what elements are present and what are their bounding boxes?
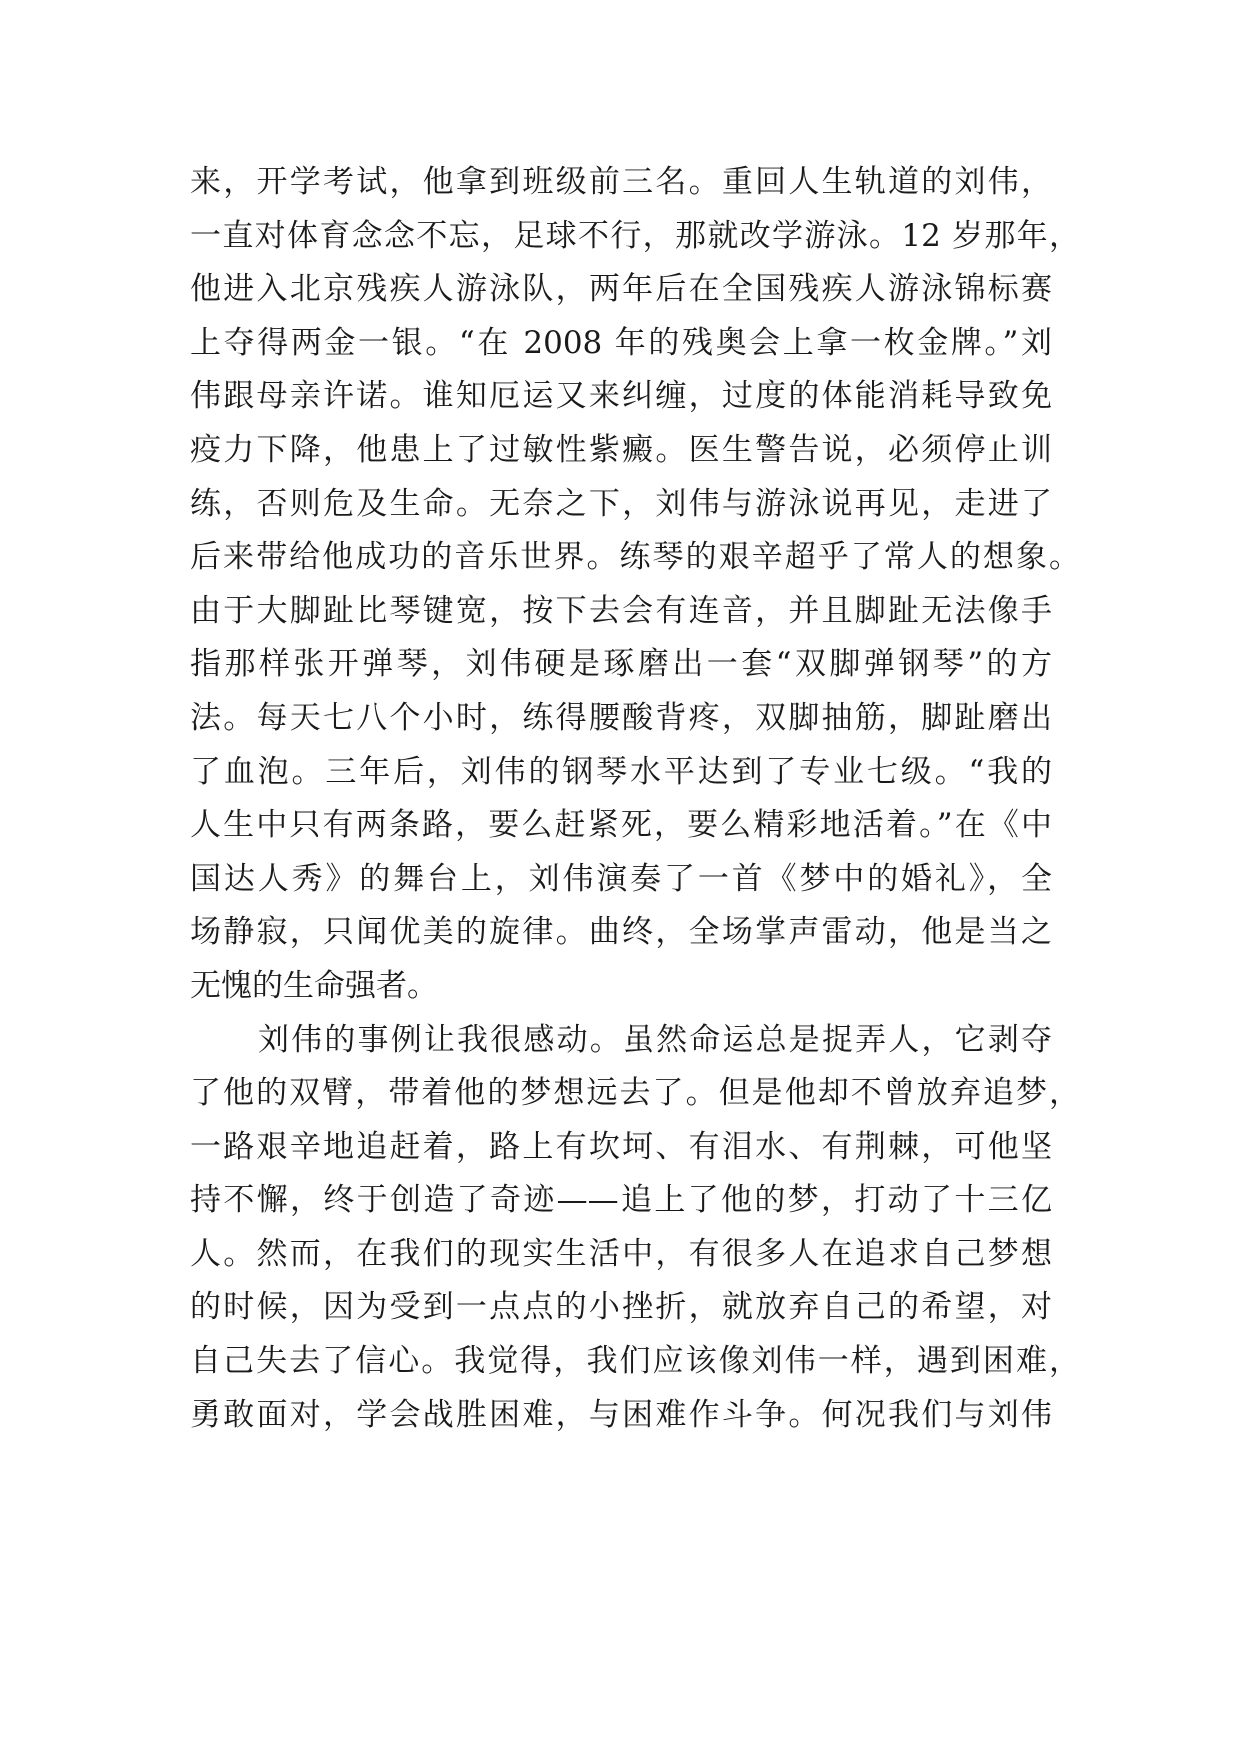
text-line: 由于大脚趾比琴键宽，按下去会有连音，并且脚趾无法像手 bbox=[190, 592, 1052, 629]
text-line: 疫力下降，他患上了过敏性紫癜。医生警告说，必须停止训 bbox=[190, 431, 1052, 468]
text-line: 他进入北京残疾人游泳队，两年后在全国残疾人游泳锦标赛 bbox=[190, 271, 1052, 308]
text-line: 伟跟母亲许诺。谁知厄运又来纠缠，过度的体能消耗导致免 bbox=[190, 378, 1052, 415]
text-line: 法。每天七八个小时，练得腰酸背疼，双脚抽筋，脚趾磨出 bbox=[190, 699, 1052, 736]
text-line: 练，否则危及生命。无奈之下，刘伟与游泳说再见，走进了 bbox=[190, 485, 1052, 522]
text-line: 一路艰辛地追赶着，路上有坎坷、有泪水、有荆棘，可他坚 bbox=[190, 1128, 1052, 1165]
text-line: 自己失去了信心。我觉得，我们应该像刘伟一样，遇到困难， bbox=[190, 1343, 1080, 1380]
text-line: 人。然而，在我们的现实生活中，有很多人在追求自己梦想 bbox=[190, 1235, 1052, 1272]
text-line: 来，开学考试，他拿到班级前三名。重回人生轨道的刘伟， bbox=[190, 164, 1052, 200]
text-line: 指那样张开弹琴，刘伟硬是琢磨出一套“双脚弹钢琴”的方 bbox=[190, 646, 1052, 683]
body-text bbox=[190, 156, 1090, 1442]
text-line: 了血泡。三年后，刘伟的钢琴水平达到了专业七级。“我的 bbox=[190, 753, 1052, 790]
text-line: 无愧的生命强者。 bbox=[190, 967, 438, 1004]
text-line: 刘伟的事例让我很感动。虽然命运总是捉弄人，它剥夺 bbox=[258, 1021, 1052, 1058]
text-line: 后来带给他成功的音乐世界。练琴的艰辛超乎了常人的想象。 bbox=[190, 539, 1080, 576]
text-line: 了他的双臂，带着他的梦想远去了。但是他却不曾放弃追梦， bbox=[190, 1075, 1080, 1112]
text-line: 场静寂，只闻优美的旋律。曲终，全场掌声雷动，他是当之 bbox=[190, 914, 1052, 951]
text-line: 人生中只有两条路，要么赶紧死，要么精彩地活着。”在《中 bbox=[190, 807, 1052, 844]
text-line: 持不懈，终于创造了奇迹——追上了他的梦，打动了十三亿 bbox=[190, 1182, 1052, 1219]
text-line: 一直对体育念念不忘，足球不行，那就改学游泳。12 岁那年， bbox=[190, 217, 1080, 254]
text-line: 的时候，因为受到一点点的小挫折，就放弃自己的希望，对 bbox=[190, 1289, 1052, 1326]
text-line: 上夺得两金一银。“在 2008 年的残奥会上拿一枚金牌。”刘 bbox=[190, 324, 1052, 361]
text-line: 国达人秀》的舞台上，刘伟演奏了一首《梦中的婚礼》，全 bbox=[190, 860, 1052, 897]
text-line: 勇敢面对，学会战胜困难，与困难作斗争。何况我们与刘伟 bbox=[190, 1396, 1052, 1433]
